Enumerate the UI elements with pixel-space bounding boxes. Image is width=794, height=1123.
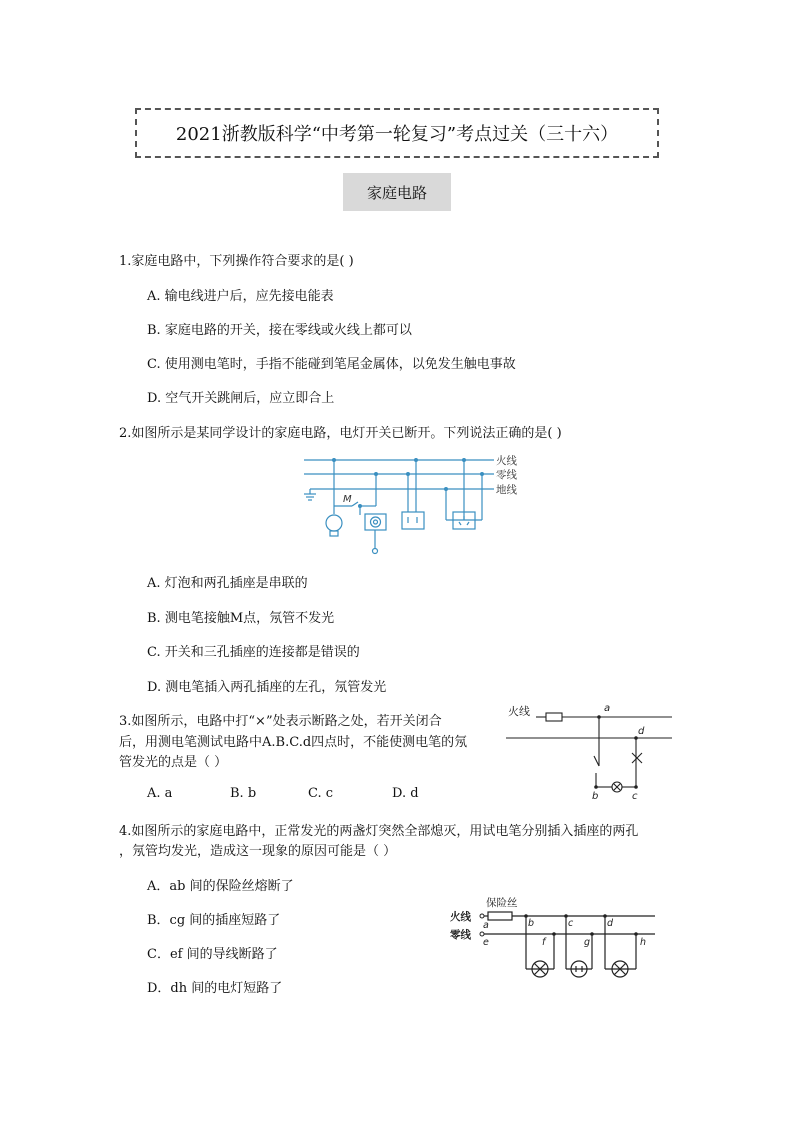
- section-heading: 家庭电路: [343, 173, 451, 211]
- q3-option-b: B. b: [230, 786, 257, 801]
- q4-label-g: g: [584, 937, 591, 948]
- q4-label-live: 火线: [450, 911, 471, 923]
- q2-option-b: B. 测电笔接触M点，氖管不发光: [147, 611, 335, 626]
- q4-label-f: f: [542, 937, 546, 948]
- q4-label-a: a: [483, 920, 489, 931]
- page-title: 2021浙教版科学“中考第一轮复习”考点过关（三十六）: [135, 108, 659, 158]
- q3-label-c: c: [632, 791, 638, 802]
- q2-option-a: A. 灯泡和两孔插座是串联的: [147, 576, 308, 591]
- q4-label-neutral: 零线: [450, 929, 471, 941]
- q3-label-b: b: [592, 791, 599, 802]
- q4-circuit-diagram: [450, 892, 660, 986]
- q4-option-c: C．ef 间的导线断路了: [147, 947, 278, 962]
- question-4-stem-line2: ，氖管均发光，造成这一现象的原因可能是（ ）: [119, 844, 397, 859]
- q3-label-a: a: [604, 703, 611, 714]
- q3-option-d: D. d: [392, 786, 419, 801]
- q3-option-a: A. a: [147, 786, 173, 801]
- question-3-stem-line3: 管发光的点是（ ）: [119, 755, 228, 770]
- q4-label-fuse: 保险丝: [486, 897, 518, 909]
- q2-option-c: C. 开关和三孔插座的连接都是错误的: [147, 645, 360, 660]
- q1-option-d: D. 空气开关跳闸后，应立即合上: [147, 391, 335, 406]
- q1-option-a: A. 输电线进户后，应先接电能表: [147, 289, 334, 304]
- q4-option-a: A．ab 间的保险丝熔断了: [147, 879, 294, 894]
- question-3-stem-line1: 3.如图所示，电路中打“×”处表示断路之处，若开关闭合: [119, 714, 442, 729]
- q2-option-d: D. 测电笔插入两孔插座的左孔，氖管发光: [147, 680, 387, 695]
- q4-option-b: B．cg 间的插座短路了: [147, 913, 281, 928]
- question-1-stem: 1.家庭电路中，下列操作符合要求的是( ): [119, 254, 354, 269]
- q4-label-c: c: [568, 918, 574, 929]
- q1-option-b: B. 家庭电路的开关，接在零线或火线上都可以: [147, 323, 412, 338]
- q1-option-c: C. 使用测电笔时，手指不能碰到笔尾金属体，以免发生触电事故: [147, 357, 516, 372]
- q3-label-d: d: [638, 726, 645, 737]
- q4-label-b: b: [528, 918, 535, 929]
- q4-label-d: d: [607, 918, 614, 929]
- q2-label-m: M: [343, 494, 352, 505]
- question-3-stem-line2: 后，用测电笔测试电路中A.B.C.d四点时，不能使测电笔的氖: [119, 735, 468, 750]
- q3-label-live: 火线: [508, 705, 530, 718]
- q4-option-d: D．dh 间的电灯短路了: [147, 981, 283, 996]
- question-4-stem-line1: 4.如图所示的家庭电路中，正常发光的两盏灯突然全部熄灭，用试电笔分别插入插座的两孔: [119, 824, 639, 839]
- q4-label-h: h: [640, 937, 647, 948]
- q2-label-ground: 地线: [496, 484, 517, 496]
- q4-label-e: e: [483, 937, 489, 948]
- q2-label-neutral: 零线: [496, 469, 517, 481]
- q2-label-live: 火线: [496, 455, 517, 467]
- q3-circuit-diagram: [506, 698, 672, 802]
- q2-circuit-diagram: [298, 452, 530, 556]
- q3-option-c: C. c: [308, 786, 334, 801]
- question-2-stem: 2.如图所示是某同学设计的家庭电路，电灯开关已断开。下列说法正确的是( ): [119, 426, 562, 441]
